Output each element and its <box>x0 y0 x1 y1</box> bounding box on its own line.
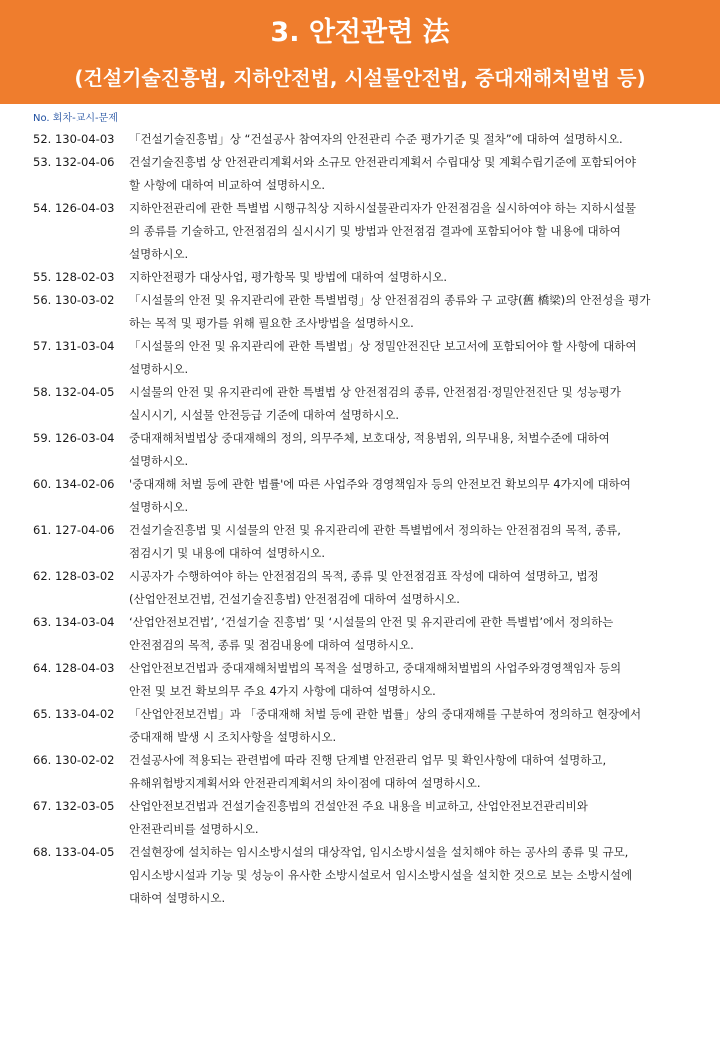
question-text <box>129 197 636 266</box>
question-text <box>129 473 631 519</box>
question-text-line: 안전관리비를 설명하시오. <box>129 822 259 836</box>
question-text-line: 할 사항에 대하여 비교하여 설명하시오. <box>129 178 326 192</box>
question-text-line: 유해위험방지계획서와 안전관리계획서의 차이점에 대하여 설명하시오. <box>129 776 481 790</box>
question-text <box>129 703 641 749</box>
question-text-line: 시공자가 수행하여야 하는 안전점검의 목적, 종류 및 안전점검표 작성에 대하여 설명하고, 법정 <box>129 569 599 583</box>
question-text <box>129 749 606 795</box>
question-text-line: 지하안전평가 대상사업, 평가항목 및 방법에 대하여 설명하시오. <box>129 270 448 284</box>
question-text <box>129 519 621 565</box>
question-text <box>129 266 447 289</box>
question-text-line: 안전점검의 목적, 종류 및 점검내용에 대하여 설명하시오. <box>129 638 414 652</box>
question-text-line: (산업안전보건법, 건설기술진흥법) 안전점검에 대하여 설명하시오. <box>129 592 460 606</box>
question-text-line: 설명하시오. <box>129 454 189 468</box>
question-text-line: '중대재해 처벌 등에 관한 법률'에 따른 사업주와 경영책임자 등의 안전보건 확보의무 4가지에 대하여 <box>129 477 631 491</box>
question-item <box>33 128 703 151</box>
header-banner <box>0 0 720 104</box>
question-item <box>33 266 703 289</box>
question-item <box>33 473 703 519</box>
question-text-line: 설명하시오. <box>129 500 189 514</box>
question-list <box>33 128 703 910</box>
question-code: 63. 134-03-04 <box>33 615 115 629</box>
question-text <box>129 565 599 611</box>
question-text-line: ‘산업안전보건법’, ‘건설기술 진흥법’ 및 ‘시설물의 안전 및 유지관리에 관한 특별법’에서 정의하는 <box>129 615 614 629</box>
question-code: 59. 126-03-04 <box>33 431 115 445</box>
question-code: 67. 132-03-05 <box>33 799 115 813</box>
question-text-line: 임시소방시설과 기능 및 성능이 유사한 소방시설로서 임시소방시설을 설치한 것으로 보는 소방시설에 <box>129 868 633 882</box>
question-code: 52. 130-04-03 <box>33 132 115 146</box>
question-item <box>33 427 703 473</box>
column-header: No. 회차-교시-문제 <box>33 113 118 124</box>
question-text-line: 중대재해 발생 시 조치사항을 설명하시오. <box>129 730 337 744</box>
question-item <box>33 197 703 266</box>
question-text-line: 안전 및 보건 확보의무 주요 4가지 사항에 대하여 설명하시오. <box>129 684 436 698</box>
question-text-line: 산업안전보건법과 중대재해처벌법의 목적을 설명하고, 중대재해처벌법의 사업주와경영책임자 등의 <box>129 661 622 675</box>
question-item <box>33 703 703 749</box>
question-code: 58. 132-04-05 <box>33 385 115 399</box>
question-code: 66. 130-02-02 <box>33 753 115 767</box>
question-code: 57. 131-03-04 <box>33 339 115 353</box>
question-code: 65. 133-04-02 <box>33 707 115 721</box>
question-item <box>33 795 703 841</box>
question-code: 56. 130-03-02 <box>33 293 115 307</box>
question-text-line: 점검시기 및 내용에 대하여 설명하시오. <box>129 546 326 560</box>
question-text-line: 건설현장에 설치하는 임시소방시설의 대상작업, 임시소방시설을 설치해야 하는 공사의 종류 및 규모, <box>129 845 629 859</box>
question-text-line: 의 종류를 기술하고, 안전점검의 실시시기 및 방법과 안전점검 결과에 포함되어야 할 내용에 대하여 <box>129 224 621 238</box>
question-item <box>33 565 703 611</box>
question-text-line: 지하안전관리에 관한 특별법 시행규칙상 지하시설물관리자가 안전점검을 실시하여야 하는 지하시설물 <box>129 201 636 215</box>
question-text <box>129 611 613 657</box>
question-item <box>33 611 703 657</box>
question-code: 62. 128-03-02 <box>33 569 115 583</box>
question-text <box>129 657 621 703</box>
question-text <box>129 335 637 381</box>
question-item <box>33 657 703 703</box>
question-text-line: 시설물의 안전 및 유지관리에 관한 특별법 상 안전점검의 종류, 안전점검·정밀안전진단 및 성능평가 <box>129 385 621 399</box>
page-title: 3. 안전관련 法 <box>270 17 450 48</box>
question-text <box>129 128 623 151</box>
question-text-line: 「건설기술진흥법」상 “건설공사 참여자의 안전관리 수준 평가기준 및 절차”에 대하여 설명하시오. <box>129 132 623 146</box>
question-item <box>33 335 703 381</box>
question-text-line: 「시설물의 안전 및 유지관리에 관한 특별법령」상 안전점검의 종류와 구 교량(舊 橋梁)의 안전성을 평가 <box>129 293 651 307</box>
question-text-line: 산업안전보건법과 건설기술진흥법의 건설안전 주요 내용을 비교하고, 산업안전보건관리비와 <box>129 799 588 813</box>
question-item <box>33 841 703 910</box>
question-code: 64. 128-04-03 <box>33 661 115 675</box>
question-code: 55. 128-02-03 <box>33 270 115 284</box>
question-item <box>33 519 703 565</box>
question-code: 54. 126-04-03 <box>33 201 115 215</box>
question-item <box>33 749 703 795</box>
question-code: 60. 134-02-06 <box>33 477 115 491</box>
question-text-line: 실시시기, 시설물 안전등급 기준에 대하여 설명하시오. <box>129 408 399 422</box>
page-subtitle: (건설기술진흥법, 지하안전법, 시설물안전법, 중대재해처벌법 등) <box>74 66 646 90</box>
question-text-line: 설명하시오. <box>129 247 189 261</box>
question-text-line: 건설기술진흥법 및 시설물의 안전 및 유지관리에 관한 특별법에서 정의하는 안전점검의 목적, 종류, <box>129 523 621 537</box>
question-text <box>129 795 588 841</box>
question-text <box>129 427 610 473</box>
question-item <box>33 151 703 197</box>
question-text-line: 대하여 설명하시오. <box>129 891 226 905</box>
question-text-line: 건설공사에 적용되는 관련법에 따라 진행 단계별 안전관리 업무 및 확인사항에 대하여 설명하고, <box>129 753 607 767</box>
question-text-line: 하는 목적 및 평가를 위해 필요한 조사방법을 설명하시오. <box>129 316 414 330</box>
question-item <box>33 381 703 427</box>
question-text <box>129 841 632 910</box>
question-code: 53. 132-04-06 <box>33 155 115 169</box>
question-text-line: 건설기술진흥법 상 안전관리계획서와 소규모 안전관리계획서 수립대상 및 계획수립기준에 포함되어야 <box>129 155 636 169</box>
question-text-line: 중대재해처벌법상 중대재해의 정의, 의무주체, 보호대상, 적용범위, 의무내용, 처벌수준에 대하여 <box>129 431 610 445</box>
question-text-line: 「시설물의 안전 및 유지관리에 관한 특별법」상 정밀안전진단 보고서에 포함되어야 할 사항에 대하여 <box>129 339 637 353</box>
question-text-line: 「산업안전보건법」과 「중대재해 처벌 등에 관한 법률」상의 중대재해를 구분하여 정의하고 현장에서 <box>129 707 642 721</box>
question-code: 61. 127-04-06 <box>33 523 115 537</box>
question-code: 68. 133-04-05 <box>33 845 115 859</box>
question-text <box>129 381 621 427</box>
question-text <box>129 289 650 335</box>
question-text-line: 설명하시오. <box>129 362 189 376</box>
question-text <box>129 151 636 197</box>
question-item <box>33 289 703 335</box>
